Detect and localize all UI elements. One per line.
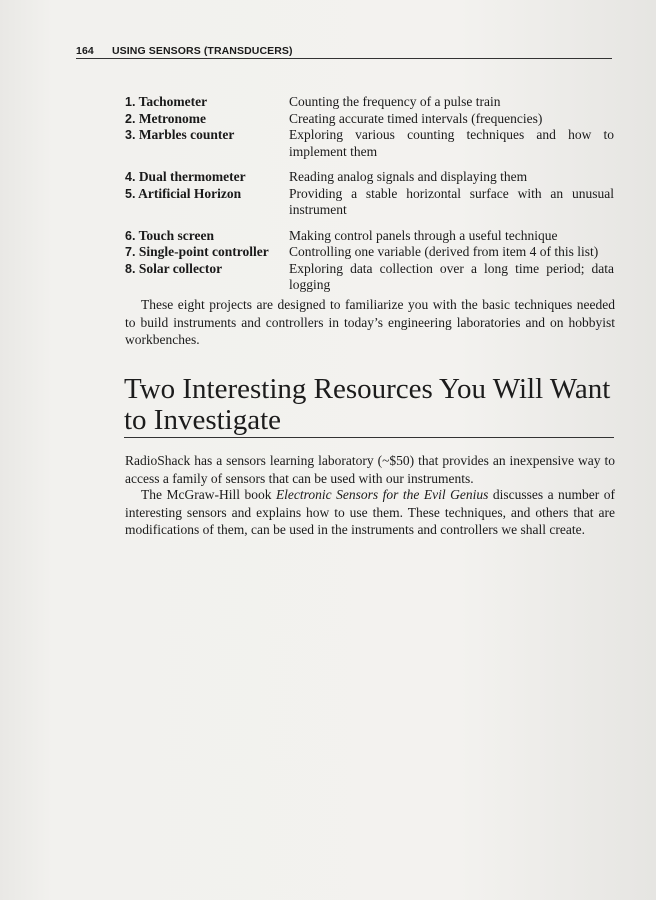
item-number: 4. [125, 170, 136, 184]
list-item [125, 127, 617, 160]
item-number: 1. [125, 95, 136, 109]
item-number: 7. [125, 245, 136, 259]
project-name: Dual thermometer [138, 169, 246, 184]
item-number: 6. [125, 228, 136, 243]
section-title: USING SENSORS (TRANSDUCERS) [112, 45, 293, 57]
project-description: Reading analog signals and displaying them [289, 169, 528, 184]
project-name: Tachometer [138, 94, 208, 109]
list-item [125, 111, 617, 128]
intro-paragraph: These eight projects are designed to familiarize you with the basic techniques needed to build instruments and controllers in today’s engineering laboratories and on hobbyist workbenches. [125, 297, 615, 347]
book-title: Electronic Sensors for the Evil Genius [275, 487, 489, 502]
item-number: 2. [125, 111, 136, 126]
page-number: 164 [76, 45, 94, 57]
resource-paragraph-2 [125, 486, 615, 539]
project-description: Making control panels through a useful technique [289, 227, 558, 243]
project-name: Touch screen [138, 227, 214, 243]
project-description: Exploring various counting techniques and how to implement them [289, 127, 614, 159]
text-span: The McGraw-Hill book [141, 487, 276, 502]
project-description: Controlling one variable (derived from item 4 of this list) [289, 244, 599, 259]
project-list [125, 94, 617, 294]
project-description: Exploring data collection over a long time period; data logging [289, 260, 614, 292]
item-number: 3. [125, 128, 136, 142]
resource-paragraph-1: RadioShack has a sensors learning laboratory (~$50) that provides an inexpensive way to access a family of sensors that can be used with our instruments. [125, 453, 615, 486]
project-description: Creating accurate timed intervals (frequencies) [289, 110, 543, 126]
list-item [125, 186, 617, 219]
project-name: Artificial Horizon [138, 185, 242, 201]
list-item [125, 169, 617, 186]
list-item [125, 228, 617, 245]
list-item [125, 244, 617, 261]
list-item [125, 94, 617, 111]
running-header [76, 45, 612, 59]
project-description: Counting the frequency of a pulse train [289, 94, 501, 109]
project-name: Solar collector [138, 260, 223, 276]
project-name: Metronome [138, 110, 207, 126]
project-description: Providing a stable horizontal surface with an unusual instrument [289, 185, 614, 217]
project-name: Single-point controller [138, 244, 269, 259]
section-heading: Two Interesting Resources You Will Want to Investigate [124, 374, 614, 438]
text-span: discusses a number of interesting sensors and explains how to use them. These techniques, and others that are modifications of them, can be used in the instruments and controllers we shall create. [125, 487, 616, 537]
project-name: Marbles counter [138, 127, 235, 142]
item-number: 8. [125, 261, 136, 276]
list-item [125, 261, 617, 294]
item-number: 5. [125, 186, 136, 201]
